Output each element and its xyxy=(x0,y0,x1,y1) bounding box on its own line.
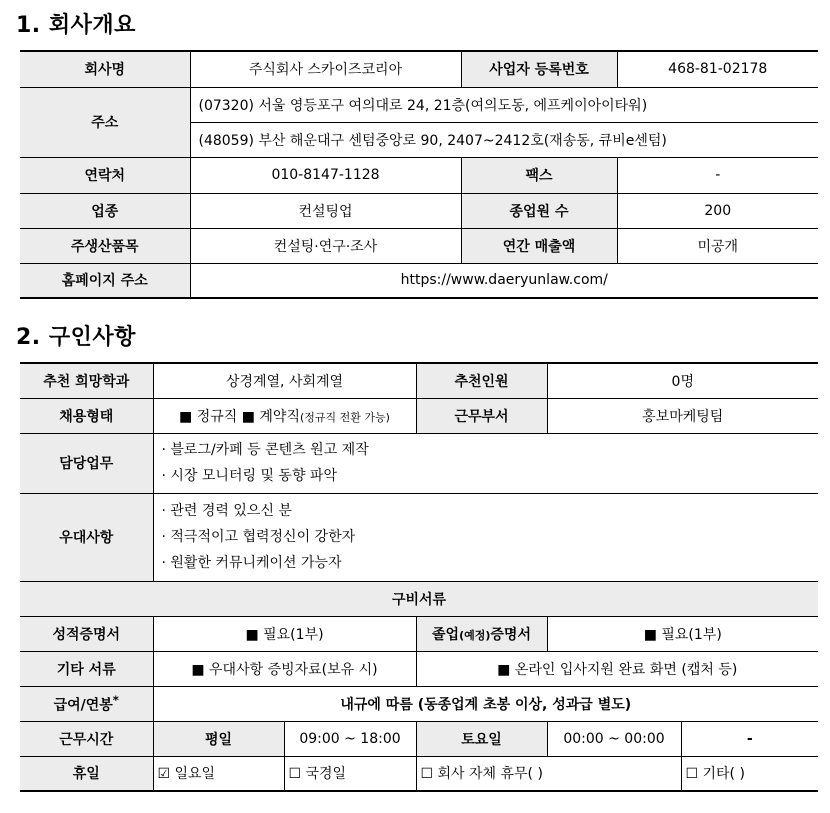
holiday-company[interactable]: ☐ 회사 자체 휴무( ) xyxy=(416,756,681,791)
grad-label-main: 졸업 xyxy=(432,626,460,643)
pref-item: · 원활한 커뮤니케이션 가능자 xyxy=(161,555,342,571)
employees-label: 종업원 수 xyxy=(461,193,617,228)
duty-list xyxy=(153,433,818,493)
holiday-national[interactable]: ☐ 국경일 xyxy=(284,756,416,791)
section-title-company: 1. 회사개요 xyxy=(16,13,136,38)
revenue-value: 미공개 xyxy=(617,228,818,263)
major-label: 추천 희망학과 xyxy=(20,363,153,398)
transcript-value: ■ 필요(1부) xyxy=(153,616,416,651)
weekday-label: 평일 xyxy=(153,721,284,756)
employ-type-label: 채용형태 xyxy=(20,398,153,433)
fax-label: 팩스 xyxy=(461,157,617,193)
address-1: (07320) 서울 영등포구 여의대로 24, 21층(여의도동, 에프케이아이타워) xyxy=(190,87,818,122)
industry-label: 업종 xyxy=(20,193,190,228)
salary-label xyxy=(20,686,153,721)
homepage-link[interactable]: https://www.daeryunlaw.com/ xyxy=(190,263,818,298)
contact-label: 연락처 xyxy=(20,157,190,193)
etc-docs-label: 기타 서류 xyxy=(20,651,153,686)
section-title-recruitment: 2. 구인사항 xyxy=(16,325,136,350)
dept-value: 홍보마케팅팀 xyxy=(547,398,818,433)
saturday-hours: 00:00 ~ 00:00 xyxy=(547,721,681,756)
salary-mark: * xyxy=(112,692,119,707)
products-label: 주생산품목 xyxy=(20,228,190,263)
grad-label-tail: 증명서 xyxy=(490,626,531,643)
employ-type-value xyxy=(153,398,416,433)
transcript-label: 성적증명서 xyxy=(20,616,153,651)
salary-label-text: 급여/연봉 xyxy=(53,697,113,714)
count-value: 0명 xyxy=(547,363,818,398)
revenue-label: 연간 매출액 xyxy=(461,228,617,263)
holiday-sunday[interactable]: ☑ 일요일 xyxy=(153,756,284,791)
company-overview-table xyxy=(20,50,818,299)
pref-item: · 관련 경력 있으신 분 xyxy=(161,503,292,519)
recruitment-table xyxy=(20,362,818,792)
salary-value: 내규에 따름 (동종업계 초봉 이상, 성과급 별도) xyxy=(153,686,818,721)
employ-type-note: (정규직 전환 가능) xyxy=(299,410,390,424)
etc-docs-2: ■ 온라인 입사지원 완료 화면 (캡처 등) xyxy=(416,651,818,686)
pref-label: 우대사항 xyxy=(20,493,153,581)
hours-label: 근무시간 xyxy=(20,721,153,756)
grad-label-note: (예정) xyxy=(459,628,491,642)
grad-cert-label xyxy=(416,616,547,651)
pref-list xyxy=(153,493,818,581)
count-label: 추천인원 xyxy=(416,363,547,398)
industry-value: 컨설팅업 xyxy=(190,193,461,228)
duty-item: · 블로그/카페 등 콘텐츠 원고 제작 xyxy=(161,442,369,458)
employ-type-main: ■ 정규직 ■ 계약직 xyxy=(179,408,300,425)
duty-label: 담당업무 xyxy=(20,433,153,493)
company-name-label: 회사명 xyxy=(20,51,190,87)
pref-item: · 적극적이고 협력정신이 강한자 xyxy=(161,529,356,545)
weekday-hours: 09:00 ~ 18:00 xyxy=(284,721,416,756)
saturday-label: 토요일 xyxy=(416,721,547,756)
address-2: (48059) 부산 해운대구 센텀중앙로 90, 2407~2412호(재송동, 큐비e센텀) xyxy=(190,122,818,157)
employees-value: 200 xyxy=(617,193,818,228)
dept-label: 근무부서 xyxy=(416,398,547,433)
contact-value: 010-8147-1128 xyxy=(190,157,461,193)
major-value: 상경계열, 사회계열 xyxy=(153,363,416,398)
holiday-other[interactable]: ☐ 기타( ) xyxy=(681,756,818,791)
duty-item: · 시장 모니터링 및 동향 파악 xyxy=(161,468,337,484)
homepage-label: 홈페이지 주소 xyxy=(20,263,190,298)
fax-value: - xyxy=(617,157,818,193)
biz-no-value: 468-81-02178 xyxy=(617,51,818,87)
docs-header: 구비서류 xyxy=(20,581,818,616)
products-value: 컨설팅·연구·조사 xyxy=(190,228,461,263)
biz-no-label: 사업자 등록번호 xyxy=(461,51,617,87)
etc-docs-1: ■ 우대사항 증빙자료(보유 시) xyxy=(153,651,416,686)
company-name-value: 주식회사 스카이즈코리아 xyxy=(190,51,461,87)
holiday-label: 휴일 xyxy=(20,756,153,791)
saturday-extra: - xyxy=(681,721,818,756)
grad-cert-value: ■ 필요(1부) xyxy=(547,616,818,651)
address-label: 주소 xyxy=(20,87,190,157)
